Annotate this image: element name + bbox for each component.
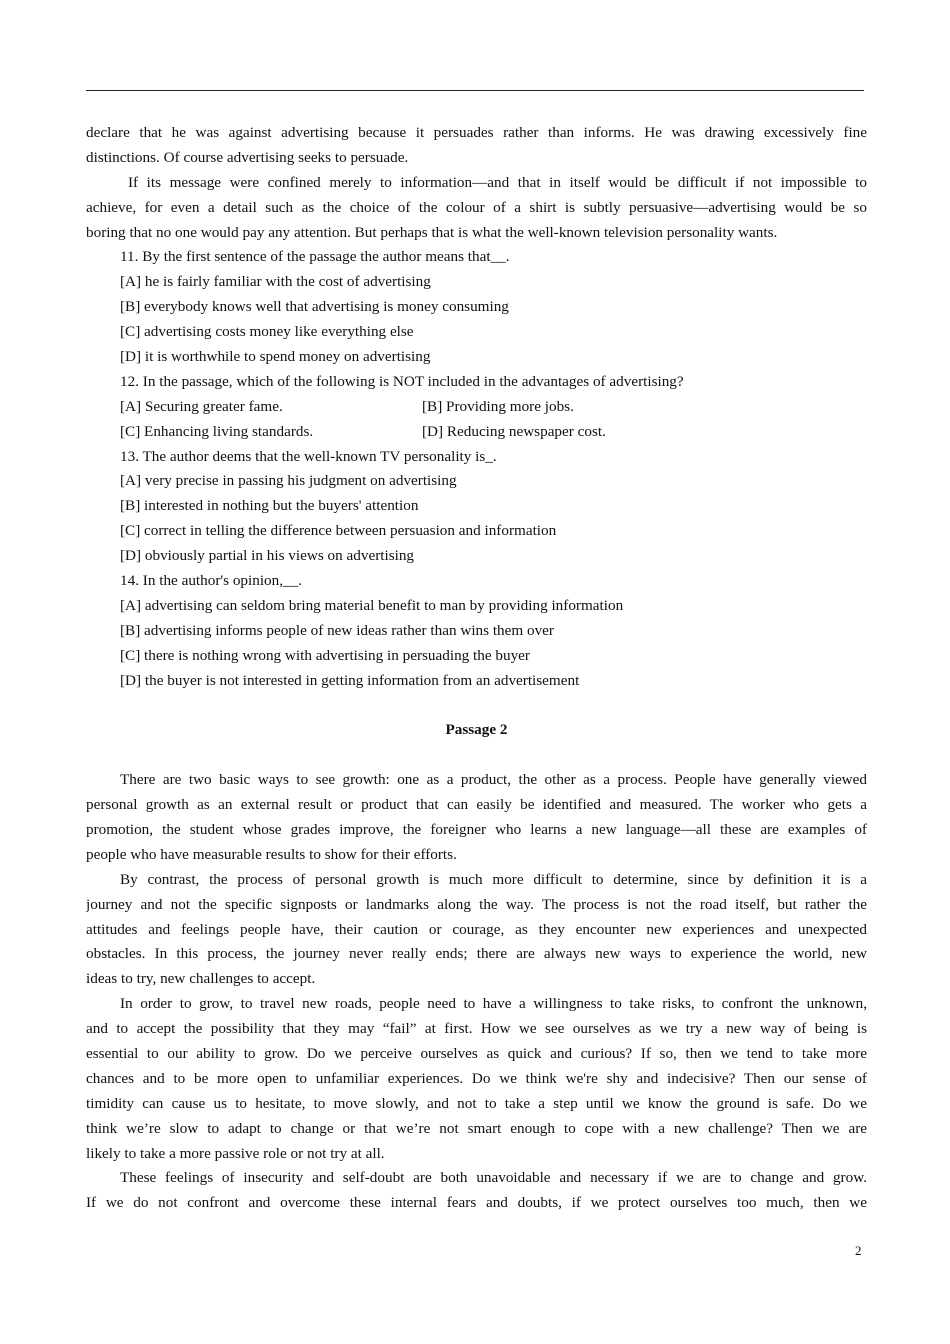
question-line: [A] very precise in passing his judgment on advertising [120, 472, 457, 490]
paragraph-line: If its message were confined merely to information—and that in itself would be difficult if not impossible to [128, 173, 867, 191]
answer-option: [A] Securing greater fame. [120, 397, 283, 415]
paragraph-line: journey and not the specific signposts or landmarks along the way. The process is not the road itself, but rather the [86, 895, 867, 913]
header-rule [86, 90, 864, 91]
blank-line [86, 743, 867, 768]
option-row [86, 395, 867, 420]
paragraph-line: There are two basic ways to see growth: one as a product, the other as a process. People have generally viewed [120, 771, 867, 789]
paragraph-line: By contrast, the process of personal growth is much more difficult to determine, since by definition it is a [120, 870, 867, 888]
question-line: 13. The author deems that the well-known TV personality is_. [120, 447, 497, 465]
page-number: 2 [855, 1243, 862, 1258]
option-row [86, 420, 867, 445]
paragraph-line: obstacles. In this process, the journey never really ends; there are always new ways to experience the world, new [86, 945, 867, 963]
paragraph-line: personal growth as an external result or product that can easily be identified and measured. The worker who gets a [86, 796, 867, 814]
paragraph-line: distinctions. Of course advertising seeks to persuade. [86, 148, 409, 166]
answer-option: [C] Enhancing living standards. [120, 422, 314, 440]
paragraph-line: people who have measurable results to show for their efforts. [86, 845, 457, 863]
question-line: [B] everybody knows well that advertising is money consuming [120, 298, 509, 316]
answer-option: [B] Providing more jobs. [422, 397, 574, 415]
question-line: [B] interested in nothing but the buyers' attention [120, 497, 419, 515]
question-line: 11. By the first sentence of the passage the author means that__. [120, 248, 510, 266]
paragraph-line: chances and to be more open to unfamiliar experiences. Do we think we're shy and indecisive? Then our sense of [86, 1069, 867, 1087]
question-line: [D] obviously partial in his views on advertising [120, 547, 415, 565]
paragraph-line: ideas to try, new challenges to accept. [86, 970, 316, 988]
paragraph [86, 868, 867, 992]
paragraph-line: attitudes and feelings people have, their caution or courage, as they encounter new experiences and unexpected [86, 920, 867, 938]
paragraph-line: In order to grow, to travel new roads, people need to have a willingness to take risks, to confront the unknown, [120, 995, 867, 1013]
question-line: [D] the buyer is not interested in getting information from an advertisement [120, 671, 580, 689]
question-line: 14. In the author's opinion,__. [120, 572, 303, 590]
question-line: [D] it is worthwhile to spend money on advertising [120, 348, 431, 366]
paragraph [86, 1166, 867, 1216]
question-line: [A] advertising can seldom bring material benefit to man by providing information [120, 596, 624, 614]
paragraph-line: If we do not confront and overcome these internal fears and doubts, if we protect ourselves too much, then we [86, 1194, 867, 1212]
paragraph-line: declare that he was against advertising because it persuades rather than informs. He was drawing excessively fine [86, 124, 867, 141]
paragraph-line: achieve, for even a detail such as the choice of the colour of a shirt is subtly persuasive—advertising would be so [86, 198, 867, 216]
paragraph-line: These feelings of insecurity and self-doubt are both unavoidable and necessary if we are to change and grow. [120, 1169, 867, 1187]
section-heading: Passage 2 [445, 721, 508, 739]
paragraph-line: boring that no one would pay any attention. But perhaps that is what the well-known television personality wants. [86, 223, 778, 241]
paragraph [86, 171, 867, 246]
question-line: [C] advertising costs money like everything else [120, 323, 414, 341]
paragraph [86, 768, 867, 868]
document-body [86, 121, 867, 1216]
blank-line [86, 693, 867, 718]
paragraph [86, 121, 867, 171]
paragraph-line: essential to our ability to grow. Do we perceive ourselves as quick and curious? If so, then we tend to take more [86, 1044, 867, 1062]
paragraph [86, 992, 867, 1166]
question-line: [B] advertising informs people of new ideas rather than wins them over [120, 621, 554, 639]
question-line: [C] there is nothing wrong with advertising in persuading the buyer [120, 646, 530, 664]
paragraph-line: think we’re slow to adapt to change or that we’re not smart enough to cope with a new challenge? Then we are [86, 1119, 867, 1137]
paragraph-line: timidity can cause us to hesitate, to move slowly, and not to take a step until we know the ground is safe. Do we [86, 1094, 867, 1112]
question-line: 12. In the passage, which of the following is NOT included in the advantages of advertising? [120, 372, 684, 390]
paragraph-line: and to accept the possibility that they may “fail” at first. How we see ourselves as we try a new way of being is [86, 1020, 867, 1038]
paragraph-line: promotion, the student whose grades improve, the foreigner who learns a new language—all these are examples of [86, 820, 867, 838]
question-line: [A] he is fairly familiar with the cost of advertising [120, 273, 431, 291]
question-line: [C] correct in telling the difference between persuasion and information [120, 522, 557, 540]
paragraph-line: likely to take a more passive role or not try at all. [86, 1144, 385, 1162]
answer-option: [D] Reducing newspaper cost. [422, 422, 606, 440]
